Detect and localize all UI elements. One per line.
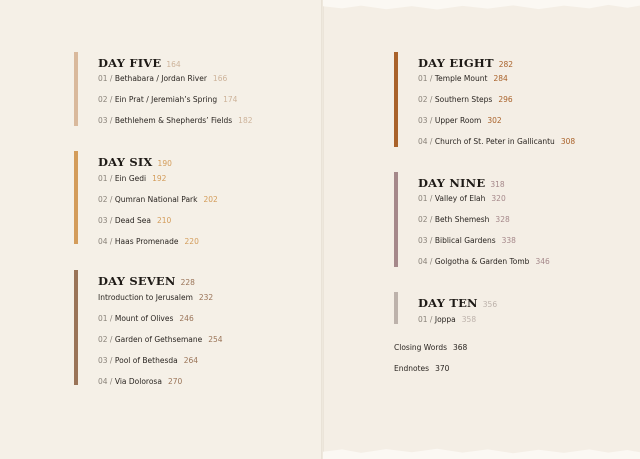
day-page-number: 318 [490, 180, 505, 189]
day-title: DAY NINE [418, 176, 486, 190]
toc-entry[interactable]: 03 / Upper Room 302 [418, 116, 502, 125]
day-page-number: 228 [180, 278, 195, 287]
toc-entry[interactable]: 04 / Haas Promenade 220 [98, 237, 199, 246]
toc-entry[interactable]: 02 / Beth Shemesh 328 [418, 215, 510, 224]
toc-entry-closing-words[interactable]: Closing Words 368 [394, 343, 468, 352]
toc-entry[interactable]: 01 / Bethabara / Jordan River 166 [98, 74, 228, 83]
section-accent-bar [394, 172, 398, 267]
toc-entry[interactable]: 01 / Ein Gedi 192 [98, 174, 167, 183]
day-page-number: 164 [166, 60, 181, 69]
toc-entry-endnotes[interactable]: Endnotes 370 [394, 364, 450, 373]
day-page-number: 282 [498, 60, 514, 69]
toc-entry[interactable]: 01 / Mount of Olives 246 [98, 314, 194, 323]
book-spine [321, 0, 324, 459]
day-title: DAY FIVE [98, 56, 162, 70]
toc-entry[interactable]: 03 / Pool of Bethesda 264 [98, 356, 199, 365]
toc-entry[interactable]: 03 / Biblical Gardens 338 [418, 236, 516, 245]
toc-entry[interactable]: 04 / Via Dolorosa 270 [98, 377, 183, 386]
toc-entry[interactable]: 04 / Golgotha & Garden Tomb 346 [418, 257, 550, 266]
toc-entry[interactable]: 03 / Bethlehem & Shepherds’ Fields 182 [98, 116, 253, 125]
toc-entry[interactable]: 04 / Church of St. Peter in Gallicantu 308 [418, 137, 576, 146]
section-accent-bar [74, 151, 78, 244]
day-title: DAY SIX [98, 155, 153, 169]
day-title: DAY TEN [418, 296, 478, 310]
toc-entry[interactable]: 02 / Qumran National Park 202 [98, 195, 218, 204]
toc-entry[interactable]: 01 / Joppa 358 [418, 315, 477, 324]
day-title: DAY SEVEN [98, 274, 176, 288]
toc-entry[interactable]: 02 / Southern Steps 296 [418, 95, 513, 104]
toc-entry[interactable]: 02 / Ein Prat / Jeremiah’s Spring 174 [98, 95, 238, 104]
section-accent-bar [74, 270, 78, 385]
section-accent-bar [74, 52, 78, 126]
toc-entry[interactable]: Introduction to Jerusalem 232 [98, 293, 214, 302]
toc-entry[interactable]: 01 / Valley of Elah 320 [418, 194, 506, 203]
toc-entry[interactable]: 01 / Temple Mount 284 [418, 74, 508, 83]
toc-entry[interactable]: 02 / Garden of Gethsemane 254 [98, 335, 223, 344]
section-accent-bar [394, 292, 398, 324]
day-page-number: 190 [157, 159, 172, 168]
day-title: DAY EIGHT [418, 56, 494, 70]
day-page-number: 356 [482, 300, 498, 309]
toc-entry[interactable]: 03 / Dead Sea 210 [98, 216, 172, 225]
section-accent-bar [394, 52, 398, 147]
